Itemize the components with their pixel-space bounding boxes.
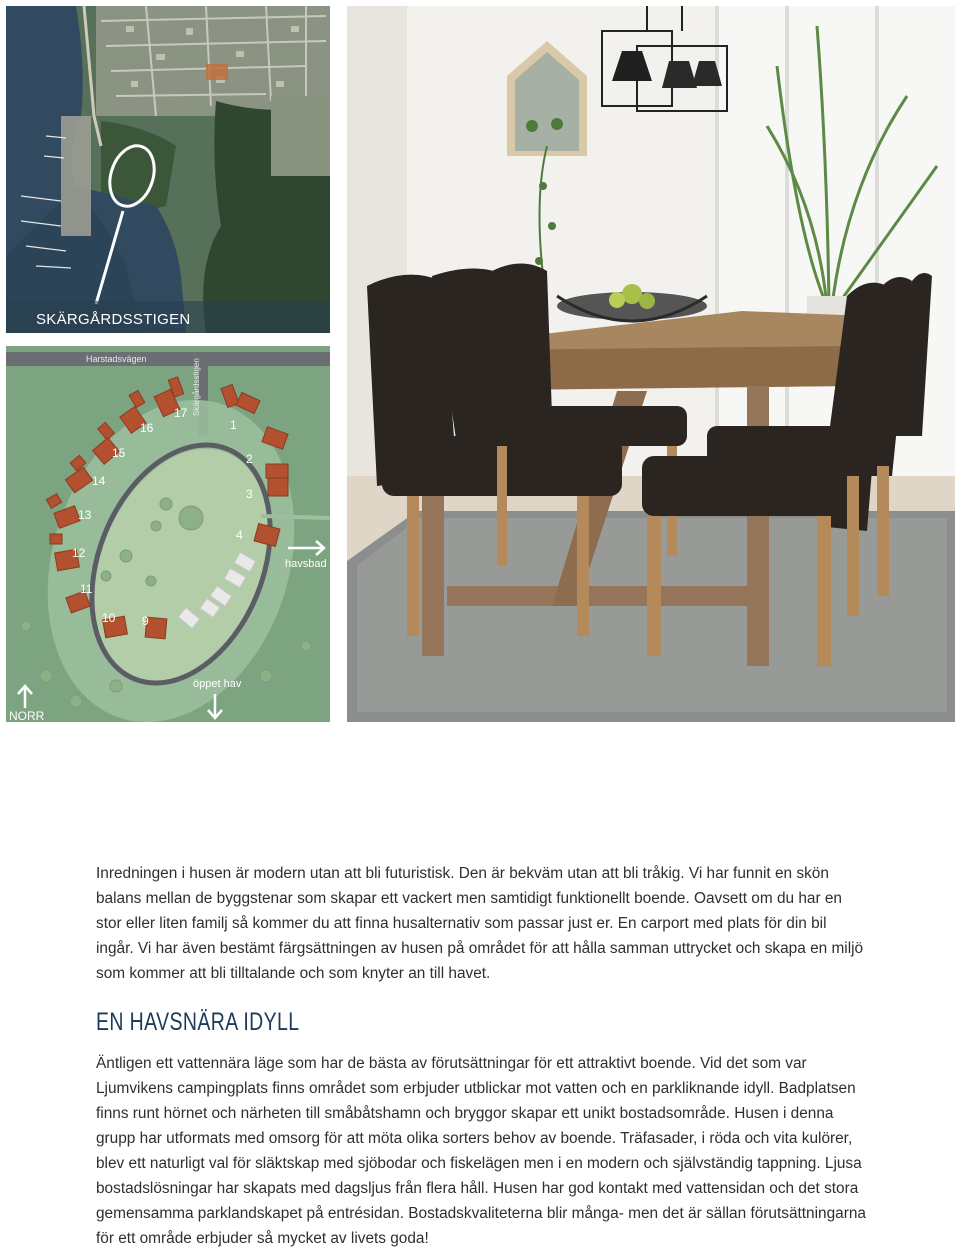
site-plan-graphic	[6, 346, 330, 722]
road-label-skargardsstigen: Skärgårdsstigen	[192, 358, 201, 416]
interior-photo	[347, 6, 955, 722]
plot-number: 13	[78, 508, 92, 522]
site-plan	[6, 346, 330, 722]
plot-number: 12	[72, 546, 86, 560]
plot-number: 17	[174, 406, 188, 420]
plot-number: 1	[230, 418, 237, 432]
plot-number: 11	[80, 582, 93, 596]
aerial-photo	[6, 6, 330, 333]
label-havsbad: havsbad	[285, 558, 327, 570]
plot-number: 15	[112, 446, 126, 460]
intro-paragraph: Inredningen i husen är modern utan att bli futuristisk. Den är bekväm utan att bli tråkig. Vi har funnit en skön balans mellan de byggstenar som skapar ett vackert men samtidigt funktionellt boende. Oavsett om du har en stor eller liten familj så kommer du att finna husalternativ som passar just er. En carport med plats för din bil ingår. Vi har även bestämt färgsättningen av husen på området för att hålla samman uttrycket och skapa en miljö som kommer att bli tilltalande och som knyter an till havet.	[96, 865, 864, 982]
plot-number: 14	[92, 474, 106, 488]
section-heading: EN HAVSNÄRA IDYLL	[96, 1008, 300, 1036]
dining-room-graphic	[347, 6, 955, 722]
body-paragraph: Äntligen ett vattennära läge som har de bästa av förutsättningar för ett attraktivt boende. Vid det som var Ljumvikens campingplats finns området som erbjuder utblickar mot vatten och en parkliknande idyll. Badplatsen finns runt hörnet och närheten till småbåtshamn och bryggor skapar ett unikt bostadsområde. Husen i denna grupp har utformats med omsorg för att möta olika sorters behov av boende. Träfasader, i röda och vita kulörer, blev ett naturligt val för släktskap med sjöbodar och fiskelägen men i en modern och självständig tappning. Ljusa bostadslösningar har skapats med dagsljus från flera håll. Husen har god kontakt med vattensidan och det stora gemensamma parklandskapet på entrésidan. Bostadskvaliteterna blir många- men det är sällan förutsättningarna för ett område erbjuder så mycket av livets goda!	[96, 1055, 866, 1247]
aerial-map-graphic	[6, 6, 330, 333]
plot-number: 16	[140, 421, 154, 435]
plot-number: 3	[246, 487, 253, 501]
road-label-harstadsvagen: Harstadsvägen	[86, 354, 147, 364]
aerial-caption: SKÄRGÅRDSSTIGEN	[36, 311, 191, 328]
plot-number: 2	[246, 452, 253, 466]
plot-number: 10	[102, 611, 116, 625]
label-north: NORR	[9, 709, 45, 722]
plot-number: 9	[142, 614, 149, 628]
plot-number: 4	[236, 528, 243, 542]
label-oppet-hav: öppet hav	[193, 678, 242, 690]
